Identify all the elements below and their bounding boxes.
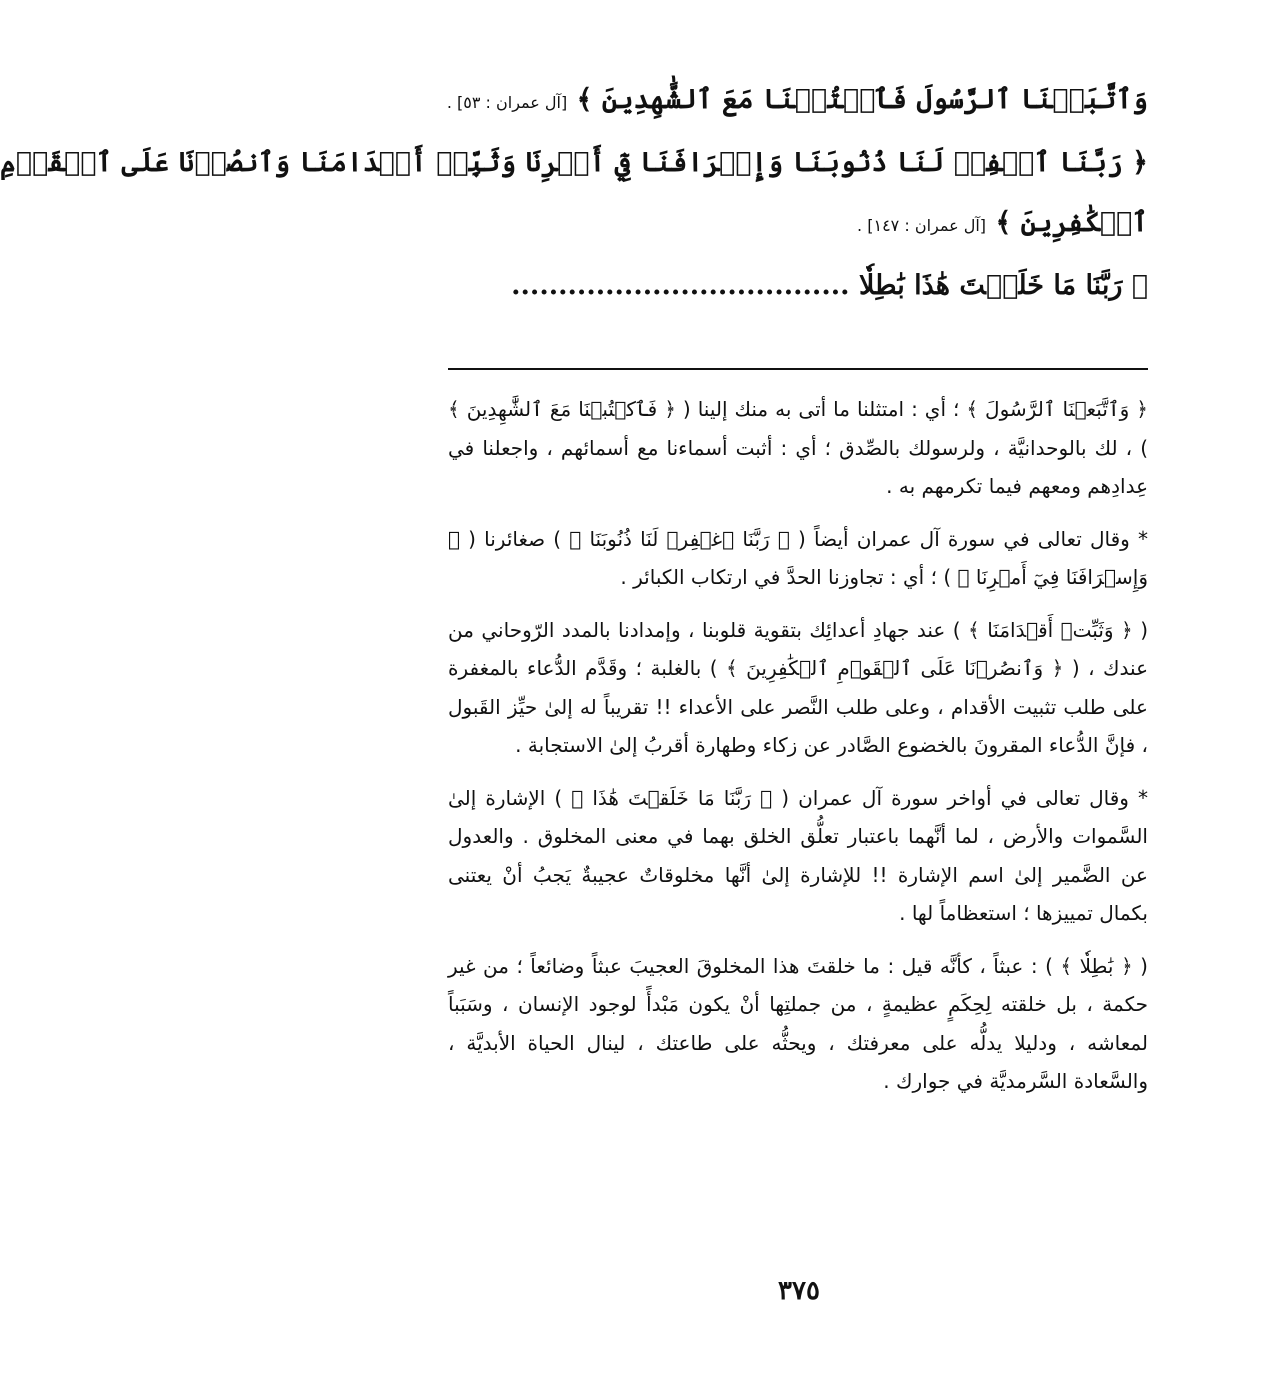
commentary-paragraph-3: ( ﴿ وَثَبِّتۡ أَقۡدَامَنَا ﴾ ) عند جهادِ أعدائِك بتقوية قلوبنا ، وإمدادنا بالمدد الرّوحاني من عندك ، ( ﴿ وَٱنصُرۡنَا عَلَى ٱلۡقَوۡمِ ٱلۡكَٰفِرِينَ ﴾ ) بالغلبة ؛ وقَدَّم الدُّعاء بالمغفرة على طلب تثبيت الأقدام ، وعلى طلب النَّصر على الأعداء !! تقريباً له إلىٰ حيِّز القَبول ، فإنَّ الدُّعاء المقرونَ بالخضوع الصَّادر عن زكاء وطهارة أقربُ إلىٰ الاستجابة . <box>448 617 1148 757</box>
commentary-paragraph-2: * وقال تعالى في سورة آل عمران أيضاً ( ﴿ رَبَّنَا ٱغۡفِرۡ لَنَا ذُنُوبَنَا ﴾ ) صغائرنا ( ﴿ وَإِسۡرَافَنَا فِيٓ أَمۡرِنَا ﴾ ) ؛ أي : تجاوزنا الحدَّ في ارتكاب الكبائر . <box>448 526 1148 589</box>
verses-block <box>0 70 1148 316</box>
footnote-divider <box>448 368 1148 370</box>
verse-text: ٱلۡكَٰفِرِينَ ﴾ <box>995 207 1148 238</box>
verse-line-1 <box>448 70 1148 133</box>
commentary-paragraph-4: * وقال تعالى في أواخر سورة آل عمران ( ﴿ رَبَّنَا مَا خَلَقۡتَ هَٰذَا ﴾ ) الإشارة إلىٰ السَّموات والأرض ، لما أنَّهما باعتبار تعلُّق الخلق بهما في معنى المخلوق . والعدول عن الضَّمير إلىٰ اسم الإشارة !! للإشارة إلىٰ أنَّها مخلوقاتٌ عجيبةٌ يَجبُ أنْ يعتنى بكمال تمييزها ؛ استعظاماً لها . <box>448 785 1148 925</box>
commentary-paragraph-5: ( ﴿ بَٰطِلٗا ﴾ ) : عبثاً ، كأنَّه قيل : ما خلقتَ هذا المخلوقَ العجيبَ عبثاً وضائعاً ؛ من غير حكمة ، بل خلقته لِحِكَمٍ عظيمةٍ ، من جملتِها أنْ يكون مَبْدأً لوجود الإنسان ، وسَبَباً لمعاشه ، ودليلا يدلُّه على معرفتك ، ويحثُّه على طاعتك ، لينال الحياة الأبديَّة ، والسَّعادة السَّرمديَّة في جوارك . <box>448 953 1148 1093</box>
verse-reference: [آل عمران : ١٤٧] . <box>857 216 987 235</box>
page-number: ٣٧٥ <box>778 1276 820 1306</box>
verse-line-3 <box>448 193 1148 256</box>
verse-line-4 <box>448 256 1148 316</box>
commentary-block <box>448 390 1148 1115</box>
quran-verses <box>0 70 1148 316</box>
verse-reference: [آل عمران : ٥٣] . <box>446 93 568 112</box>
verse-text: ﴿ رَبَّنَا مَا خَلَقۡتَ هَٰذَا بَٰطِلٗا <box>858 270 1148 301</box>
commentary-paragraph-1: ﴿ وَٱتَّبَعۡنَا ٱلرَّسُولَ ﴾ ؛ أي : امتثلنا ما أتى به منك إلينا ( ﴿ فَٱكۡتُبۡنَا مَعَ ٱلشَّٰهِدِينَ ﴾ ) ، لك بالوحدانيَّة ، ولرسولك بالصِّدق ؛ أي : أثبت أسماءنا مع أسمائهم ، واجعلنا في عِدادِهم ومعهم فيما تكرمهم به . <box>448 397 1148 498</box>
verse-line-2 <box>0 133 1148 193</box>
ellipsis-dots: .................................... <box>511 270 850 301</box>
verse-text: ﴿ رَبَّنَا ٱغۡفِرۡ لَنَا ذُنُوبَنَا وَإِسۡرَافَنَا فِيٓ أَمۡرِنَا وَثَبِّتۡ أَقۡدَامَنَا وَٱنصُرۡنَا عَلَى ٱلۡقَوۡمِ <box>0 147 1148 178</box>
verse-text: وَٱتَّبَعۡنَا ٱلرَّسُولَ فَٱكۡتُبۡنَا مَعَ ٱلشَّٰهِدِينَ ﴾ <box>576 84 1148 115</box>
